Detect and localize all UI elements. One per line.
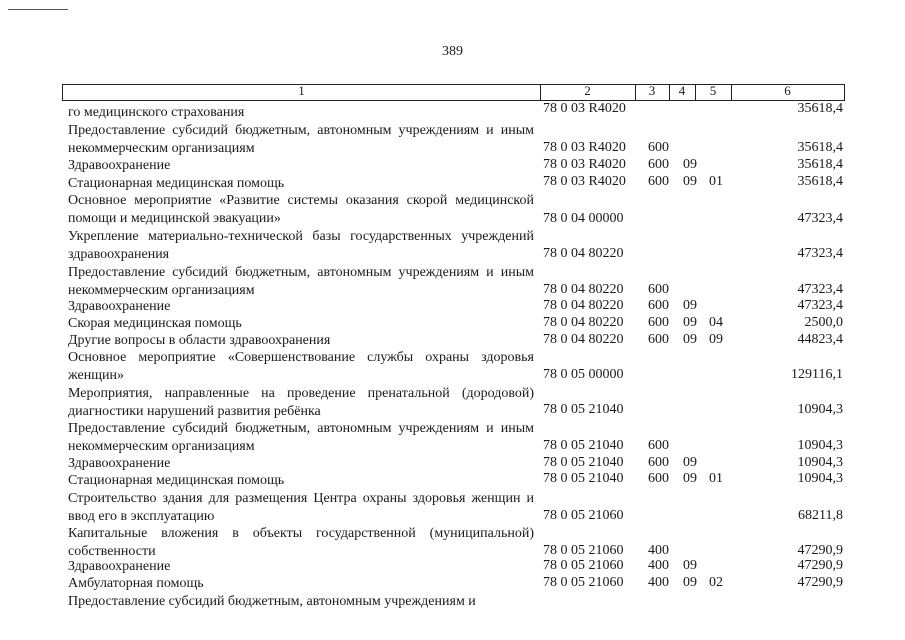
row-vr: 600 <box>648 157 669 172</box>
row-sum: 47323,4 <box>797 211 843 226</box>
row-name: Здравоохранение <box>68 299 171 314</box>
row-sum: 44823,4 <box>797 332 843 347</box>
page-number: 389 <box>442 44 463 59</box>
row-pr: 01 <box>709 174 723 189</box>
header-col-5: 5 <box>709 83 717 98</box>
row-rz: 09 <box>683 157 697 172</box>
row-pr: 02 <box>709 575 723 590</box>
row-vr: 600 <box>648 140 669 155</box>
row-rz: 09 <box>683 471 697 486</box>
table-header <box>62 84 845 101</box>
row-code: 78 0 04 80220 <box>543 332 624 347</box>
row-code: 78 0 03 R4020 <box>543 140 626 155</box>
row-sum: 35618,4 <box>797 157 843 172</box>
row-sum: 129116,1 <box>791 367 843 382</box>
row-code: 78 0 05 00000 <box>543 367 624 382</box>
row-rz: 09 <box>683 298 697 313</box>
row-vr: 600 <box>648 315 669 330</box>
row-code: 78 0 04 00000 <box>543 211 624 226</box>
row-vr: 600 <box>648 332 669 347</box>
row-pr: 04 <box>709 315 723 330</box>
header-col-2: 2 <box>584 83 591 98</box>
row-name: Предоставление субсидий бюджетным, автономным учреждениям и иным некоммерческим организациям <box>68 123 534 156</box>
row-rz: 09 <box>683 174 697 189</box>
row-name: го медицинского страхования <box>68 105 245 120</box>
row-code: 78 0 05 21040 <box>543 471 624 486</box>
row-sum: 10904,3 <box>797 438 843 453</box>
row-code: 78 0 05 21040 <box>543 455 624 470</box>
row-code: 78 0 05 21060 <box>543 543 624 558</box>
row-sum: 35618,4 <box>797 101 843 116</box>
row-name: Амбулаторная помощь <box>68 576 204 591</box>
row-code: 78 0 04 80220 <box>543 298 624 313</box>
row-sum: 47323,4 <box>797 246 843 261</box>
row-pr: 09 <box>709 332 723 347</box>
row-code: 78 0 05 21060 <box>543 508 624 523</box>
row-name: Здравоохранение <box>68 456 171 471</box>
row-sum: 68211,8 <box>798 508 843 523</box>
row-pr: 01 <box>709 471 723 486</box>
row-name: Здравоохранение <box>68 559 171 574</box>
row-code: 78 0 05 21040 <box>543 438 624 453</box>
header-col-4: 4 <box>678 83 686 98</box>
row-sum: 10904,3 <box>797 471 843 486</box>
row-sum: 47290,9 <box>797 558 843 573</box>
row-code: 78 0 04 80220 <box>543 246 624 261</box>
row-name: Укрепление материально-технической базы государственных учреждений здравоохранения <box>68 229 534 262</box>
row-name: Мероприятия, направленные на проведение пренатальной (дородовой) диагностики нарушений развития ребёнка <box>68 386 534 419</box>
row-vr: 400 <box>648 575 669 590</box>
row-rz: 09 <box>683 575 697 590</box>
row-name: Предоставление субсидий бюджетным, автономным учреждениям и <box>68 594 476 609</box>
row-sum: 47323,4 <box>797 282 843 297</box>
row-sum: 35618,4 <box>797 174 843 189</box>
row-vr: 600 <box>648 174 669 189</box>
row-vr: 400 <box>648 558 669 573</box>
header-col-6: 6 <box>784 83 791 98</box>
row-name: Стационарная медицинская помощь <box>68 473 285 488</box>
row-vr: 600 <box>648 438 669 453</box>
row-sum: 10904,3 <box>797 455 843 470</box>
row-name: Основное мероприятие «Развитие системы оказания скорой медицинской помощи и медицинской эвакуации» <box>68 193 534 226</box>
row-rz: 09 <box>683 455 697 470</box>
row-vr: 600 <box>648 298 669 313</box>
row-sum: 35618,4 <box>797 140 843 155</box>
row-vr: 600 <box>648 455 669 470</box>
row-name: Предоставление субсидий бюджетным, автономным учреждениям и иным некоммерческим организациям <box>68 421 534 454</box>
row-sum: 47290,9 <box>797 575 843 590</box>
row-vr: 400 <box>648 543 669 558</box>
row-sum: 2500,0 <box>804 315 843 330</box>
row-code: 78 0 03 R4020 <box>543 157 626 172</box>
top-rule <box>8 9 68 10</box>
row-sum: 10904,3 <box>797 402 843 417</box>
row-code: 78 0 05 21060 <box>543 558 624 573</box>
row-code: 78 0 03 R4020 <box>543 101 626 116</box>
row-sum: 47290,9 <box>797 543 843 558</box>
row-sum: 47323,4 <box>797 298 843 313</box>
row-code: 78 0 04 80220 <box>543 315 624 330</box>
row-name: Другие вопросы в области здравоохранения <box>68 333 331 348</box>
row-code: 78 0 05 21060 <box>543 575 624 590</box>
header-col-1: 1 <box>298 83 305 98</box>
row-code: 78 0 04 80220 <box>543 282 624 297</box>
row-code: 78 0 05 21040 <box>543 402 624 417</box>
row-name: Предоставление субсидий бюджетным, автономным учреждениям и иным некоммерческим организациям <box>68 265 534 298</box>
row-rz: 09 <box>683 558 697 573</box>
row-rz: 09 <box>683 315 697 330</box>
row-vr: 600 <box>648 282 669 297</box>
row-name: Стационарная медицинская помощь <box>68 176 285 191</box>
row-name: Строительство здания для размещения Центра охраны здоровья женщин и ввод его в эксплуатацию <box>68 491 534 524</box>
row-name: Основное мероприятие «Совершенствование службы охраны здоровья женщин» <box>68 350 534 383</box>
row-vr: 600 <box>648 471 669 486</box>
row-name: Здравоохранение <box>68 158 171 173</box>
row-name: Скорая медицинская помощь <box>68 316 242 331</box>
header-col-3: 3 <box>648 83 656 98</box>
row-name: Капитальные вложения в объекты государственной (муниципальной) собственности <box>68 526 534 559</box>
row-rz: 09 <box>683 332 697 347</box>
row-code: 78 0 03 R4020 <box>543 174 626 189</box>
